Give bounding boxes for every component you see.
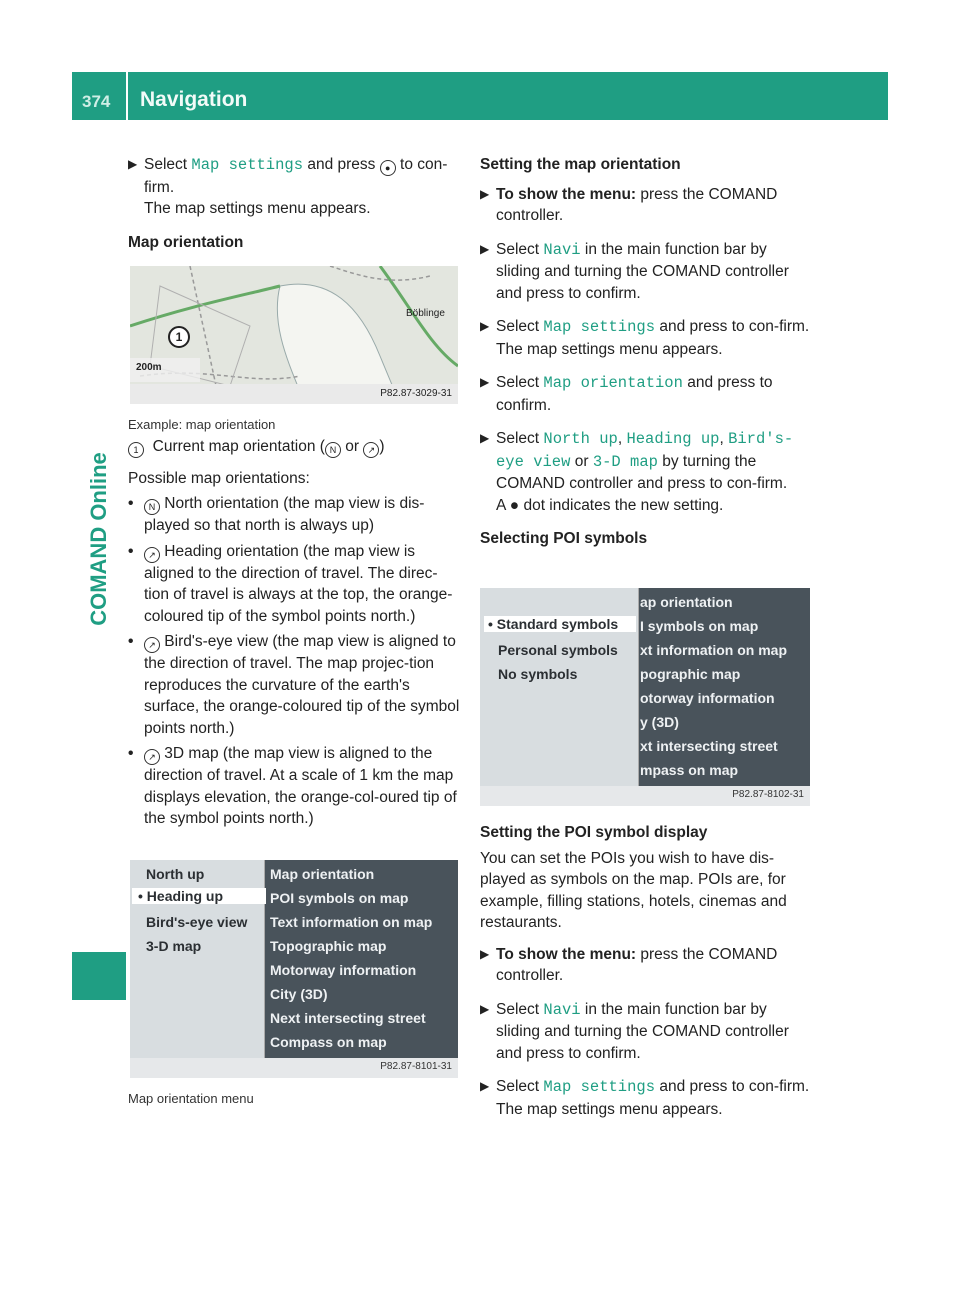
step-arrow-icon: ▶ xyxy=(480,946,490,961)
poi-description: You can set the POIs you wish to have dis-played as symbols on the map. POIs are, for example, filling stations, hotels, cinemas and restaurants. xyxy=(480,849,787,931)
step-select-map-settings-3: ▶ Select Map settings and press to con-firm. The map settings menu appears. xyxy=(480,1078,810,1118)
heading-icon: ↗ xyxy=(363,442,379,458)
menu-item-right-3[interactable]: pographic map xyxy=(640,666,741,682)
step-arrow-icon: ▶ xyxy=(480,431,490,445)
heading-setting-orientation: Setting the map orientation xyxy=(480,156,681,173)
heading-poi-symbols: Selecting POI symbols xyxy=(480,530,648,547)
poi-symbols-menu-figure xyxy=(480,588,810,806)
side-tab xyxy=(72,130,126,948)
step-arrow-icon: ▶ xyxy=(480,1079,490,1093)
menu-item-compass[interactable]: Compass on map xyxy=(270,1034,387,1050)
menu-item-right-0[interactable]: ap orientation xyxy=(640,594,733,610)
step-select-navi: ▶ Select Navi in the main function bar by sliding and turning the COMAND controller and press to confirm. xyxy=(480,240,789,302)
bullet-heading: • ↗ Heading orientation (the map view is aligned to the direction of travel. The direc-tion of travel is always at the top, the orange-coloured tip of the symbol points north.) xyxy=(128,542,453,625)
bullet-3d: • ↗ 3D map (the map view is aligned to the direction of travel. At a scale of 1 km the map displays elevation, the orange-col-oured tip of the symbol points north.) xyxy=(128,745,457,827)
step-select-map-settings: ▶ Select Map settings and press ● to con-firm. The map settings menu appears. xyxy=(128,156,448,217)
caption-menu: Map orientation menu xyxy=(128,1091,254,1106)
menu-item-text-info[interactable]: Text information on map xyxy=(270,914,433,930)
menu-item-city-3d[interactable]: City (3D) xyxy=(270,986,328,1002)
menu-item-personal-symbols[interactable]: Personal symbols xyxy=(498,642,618,658)
code-map-orientation: Map orientation xyxy=(543,374,683,392)
menu-item-no-symbols[interactable]: No symbols xyxy=(498,666,578,682)
map-city-label: Böblinge xyxy=(406,308,445,319)
heading-poi-display: Setting the POI symbol display xyxy=(480,824,708,841)
step-arrow-icon: ▶ xyxy=(480,241,490,256)
map-figure-ref: P82.87-3029-31 xyxy=(380,388,452,399)
map-orientation-menu-figure xyxy=(130,860,458,1078)
menu-figure-ref: P82.87-8101-31 xyxy=(380,1061,452,1072)
menu-item-3d-map[interactable]: 3-D map xyxy=(146,938,202,954)
code-navi: Navi xyxy=(543,240,581,259)
map-figure xyxy=(130,266,458,404)
step-select-orientation: ▶ Select Map orientation and press to confirm. xyxy=(480,374,773,414)
heading-icon: ↗ xyxy=(144,749,160,765)
menu-item-standard-symbols[interactable]: • Standard symbols xyxy=(484,616,636,632)
orientation-description xyxy=(128,414,460,834)
possible-orientations: Possible map orientations: xyxy=(128,469,310,487)
map-scale: 200m xyxy=(136,362,162,373)
step-show-menu-2: ▶ To show the menu: press the COMAND controller. xyxy=(480,945,778,984)
right-column xyxy=(480,154,812,562)
menu-item-poi-symbols[interactable]: POI symbols on map xyxy=(270,890,409,906)
code-map-settings: Map settings xyxy=(543,318,656,336)
code-navi: Navi xyxy=(543,1000,581,1019)
menu-item-right-5[interactable]: y (3D) xyxy=(640,714,679,730)
menu-figure-ref: P82.87-8102-31 xyxy=(732,789,804,800)
section-title: Navigation xyxy=(140,88,248,111)
callout-1-icon: 1 xyxy=(128,442,144,458)
step-arrow-icon: ▶ xyxy=(480,186,490,201)
poi-display-section xyxy=(480,822,812,1132)
menu-item-right-6[interactable]: xt intersecting street xyxy=(640,738,778,754)
menu-item-right-2[interactable]: xt information on map xyxy=(640,642,787,658)
press-controller-icon: ● xyxy=(380,160,396,176)
step-arrow-icon: ▶ xyxy=(480,375,490,389)
bullet-north: • N North orientation (the map view is dis-played so that north is always up) xyxy=(128,495,425,534)
code-map-settings: Map settings xyxy=(543,1078,656,1096)
step-arrow-icon: ▶ xyxy=(480,1001,490,1016)
heading-icon: ↗ xyxy=(144,547,160,563)
menu-item-map-orientation[interactable]: Map orientation xyxy=(270,866,375,882)
callout-1: 1 xyxy=(168,326,190,348)
caption-example: Example: map orientation xyxy=(128,417,276,432)
code-map-settings: Map settings xyxy=(191,156,304,174)
left-column xyxy=(128,154,460,265)
step-show-menu: ▶ To show the menu: press the COMAND controller. xyxy=(480,185,778,224)
menu-figure-footer xyxy=(130,1058,458,1078)
menu-item-right-4[interactable]: otorway information xyxy=(640,690,775,706)
step-arrow-icon: ▶ xyxy=(128,157,138,171)
step-arrow-icon: ▶ xyxy=(480,319,490,333)
menu-item-right-1[interactable]: I symbols on map xyxy=(640,618,759,634)
bullet-birds-eye: • ↗ Bird's-eye view (the map view is aligned to the direction of travel. The map projec-tion reproduces the curvature of the earth's surface, the orange-coloured tip of the symbol points north.) xyxy=(128,633,460,737)
heading-icon: ↗ xyxy=(144,637,160,653)
heading-map-orientation: Map orientation xyxy=(128,233,244,251)
menu-item-heading-up[interactable]: • Heading up xyxy=(132,888,266,904)
side-marker xyxy=(72,952,126,1000)
menu-item-next-street[interactable]: Next intersecting street xyxy=(270,1010,426,1026)
step-select-navi-2: ▶ Select Navi in the main function bar by sliding and turning the COMAND controller and press to confirm. xyxy=(480,1000,789,1062)
menu-item-birds-eye[interactable]: Bird's-eye view xyxy=(146,914,248,930)
section-header xyxy=(128,72,888,120)
step-select-option: ▶ Select North up, Heading up, Bird's-eye view or 3-D map by turning the COMAND controller and press to con-firm. A ● dot indicates the new setting. xyxy=(480,430,794,514)
menu-item-north-up[interactable]: North up xyxy=(146,866,205,882)
page-number: 374 xyxy=(82,92,111,111)
north-icon: N xyxy=(144,499,160,515)
side-tab-label: COMAND Online xyxy=(86,452,111,626)
north-icon: N xyxy=(325,442,341,458)
menu-figure-footer xyxy=(480,786,810,806)
step-select-map-settings-2: ▶ Select Map settings and press to con-firm. The map settings menu appears. xyxy=(480,318,810,358)
menu-item-right-7[interactable]: mpass on map xyxy=(640,762,739,778)
legend-1: 1 Current map orientation ( N or ↗ ) xyxy=(128,436,460,458)
menu-item-topographic[interactable]: Topographic map xyxy=(270,938,387,954)
menu-item-motorway[interactable]: Motorway information xyxy=(270,962,417,978)
page-number-box xyxy=(72,72,126,120)
